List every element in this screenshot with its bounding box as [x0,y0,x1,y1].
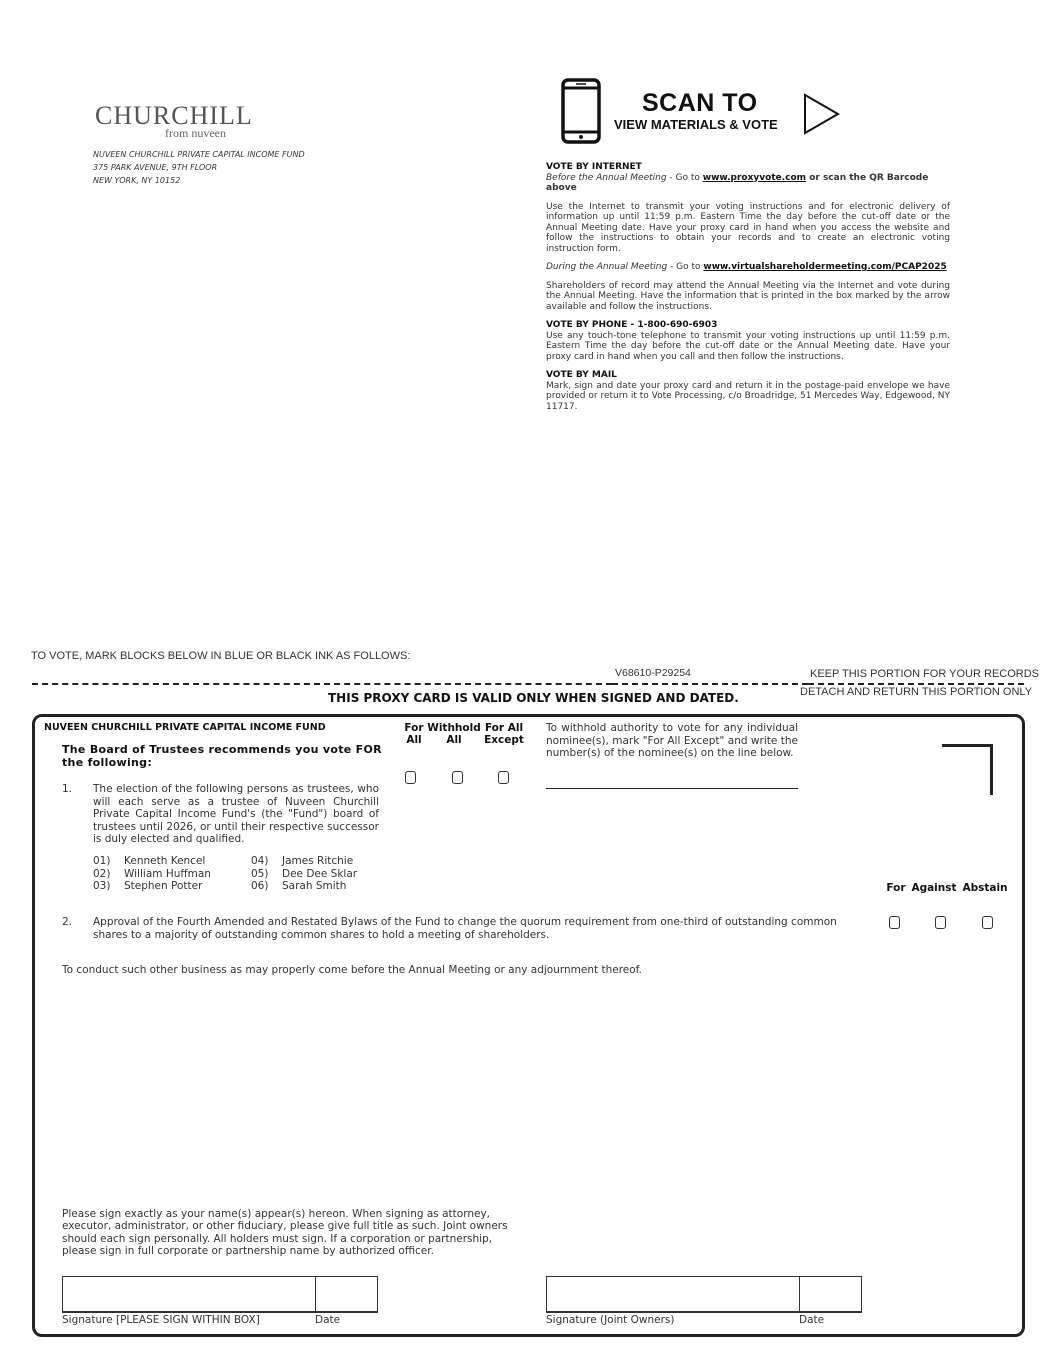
valid-notice: THIS PROXY CARD IS VALID ONLY WHEN SIGNED AND DATED. [328,691,739,705]
goto-text: - Go to [666,172,703,183]
signature-label: Signature [PLEASE SIGN WITHIN BOX] [62,1314,260,1326]
item1-number: 1. [62,783,73,795]
nominee-number: 06) [251,880,269,892]
nominee-name: Kenneth Kencel [124,855,206,867]
col-label: For [404,722,424,734]
nominee-number: 01) [93,855,111,867]
address-line: NUVEEN CHURCHILL PRIVATE CAPITAL INCOME FUND [93,150,305,159]
logo-name: CHURCHILL [95,101,253,130]
nominee [251,868,357,881]
nominee-name: Stephen Potter [124,880,203,892]
withhold-all-checkbox[interactable] [452,771,463,784]
proxyvote-link[interactable]: www.proxyvote.com [702,172,807,183]
item2-abstain-checkbox[interactable] [982,916,993,929]
item1-text: The election of the following persons as trustees, who will each serve as a trustee of Nuveen Churchill Private Capital Income Fund's (the "Fund") board of trustees until 2026, or until their respective successor is duly elected and qualified. [93,783,379,845]
col-label: All [446,734,462,746]
logo-subtitle: from nuveen [165,126,226,140]
keep-portion-text: KEEP THIS PORTION FOR YOUR RECORDS [810,668,1040,680]
arrow-right-icon [802,93,842,139]
nominee-name: William Huffman [124,867,211,880]
virtual-meeting-link[interactable]: www.virtualshareholdermeeting.com/PCAP2025 [703,262,947,272]
joint-date-box[interactable] [799,1276,862,1313]
nominee-exception-line[interactable] [546,788,798,789]
col-for: For [886,882,906,894]
control-code: V68610-P29254 [615,667,691,679]
nominee-number: 03) [93,880,111,892]
nominee [251,855,357,868]
nominee [251,880,357,893]
nominee-number: 04) [251,855,269,867]
qr-text: or scan the QR Barcode above [546,172,929,193]
before-label: Before the Annual Meeting [546,172,667,183]
nominee [93,855,211,868]
mail-text: Mark, sign and date your proxy card and return it in the postage-paid envelope we have provided or return it to Vote Processing, c/o Broadridge, 51 Mercedes Way, Edgewood, NY 11717. [546,380,950,412]
col-for-all-except [482,722,526,746]
ink-instructions: TO VOTE, MARK BLOCKS BELOW IN BLUE OR BLACK INK AS FOLLOWS: [31,650,411,662]
phone-icon [561,78,601,148]
during-label: During the Annual Meeting [546,262,668,272]
col-abstain: Abstain [962,882,1008,894]
detach-line [808,683,1024,685]
col-label: Except [484,734,524,746]
mail-heading: VOTE BY MAIL [546,370,617,380]
return-address [93,148,305,187]
nominee-name: Dee Dee Sklar [282,867,358,880]
detach-portion-text: DETACH AND RETURN THIS PORTION ONLY [800,686,1033,698]
sign-instructions: Please sign exactly as your name(s) appear(s) hereon. When signing as attorney, executor, administrator, or other fiduciary, please give full title as such. Joint owners should each sign personally. All holders must sign. If a corporation or partnership, please sign in full corporate or partnership name by authorized officer. [62,1208,508,1257]
voting-instructions [546,162,950,420]
col-label: All [406,734,422,746]
date-box[interactable] [315,1276,378,1313]
nominee-number: 05) [251,867,269,880]
date-label: Date [315,1314,341,1326]
address-line: 375 PARK AVENUE, 9TH FLOOR [93,163,218,172]
col-withhold-all [427,722,481,746]
phone-text: Use any touch-tone telephone to transmit your voting instructions up until 11:59 p.m. Eastern Time the day before the cut-off date or the Annual Meeting date. Have your proxy card in hand when you call and then follow the instructions. [546,330,950,362]
scan-title: SCAN TO [642,89,758,117]
nominee [93,880,211,893]
joint-date-label: Date [799,1314,825,1326]
internet-heading: VOTE BY INTERNET [546,162,642,172]
card-fund-name: NUVEEN CHURCHILL PRIVATE CAPITAL INCOME FUND [44,722,326,733]
internet-before [546,173,950,194]
detach-line [612,683,808,685]
phone-heading: VOTE BY PHONE - 1-800-690-6903 [546,320,718,330]
scan-subtitle: VIEW MATERIALS & VOTE [614,117,778,132]
detach-line [32,683,612,685]
joint-signature-box[interactable] [546,1276,800,1313]
corner-mark [942,744,993,795]
nominee [93,868,211,881]
goto-text: - Go to [667,262,704,272]
signature-box[interactable] [62,1276,316,1313]
nominees-left [93,855,211,893]
internet-para2: Shareholders of record may attend the Annual Meeting via the Internet and vote during the Annual Meeting. Have the information that is printed in the box marked by the arrow available and follow the instructions. [546,280,950,312]
item2-text: Approval of the Fourth Amended and Restated Bylaws of the Fund to change the quorum requirement from one-third of outstanding common shares to a majority of outstanding common shares to hold a meeting of shareholders. [93,916,837,941]
joint-signature-label: Signature (Joint Owners) [546,1314,675,1326]
nominee-name: Sarah Smith [282,880,347,892]
item2-for-checkbox[interactable] [889,916,900,929]
col-for-all [400,722,428,746]
for-all-except-checkbox[interactable] [498,771,509,784]
other-business: To conduct such other business as may properly come before the Annual Meeting or any adjournment thereof. [62,964,642,976]
nominees-right [251,855,357,893]
board-recommendation: The Board of Trustees recommends you vote FOR the following: [62,743,382,769]
col-against: Against [911,882,957,894]
item2-number: 2. [62,916,73,928]
address-line: NEW YORK, NY 10152 [93,176,181,185]
item2-against-checkbox[interactable] [935,916,946,929]
for-all-checkbox[interactable] [405,771,416,784]
internet-during [546,262,950,273]
col-label: For All [484,722,524,734]
nominee-number: 02) [93,867,111,880]
internet-para1: Use the Internet to transmit your voting instructions and for electronic delivery of information up until 11:59 p.m. Eastern Time the day before the cut-off date or the Annual Meeting date. Have your proxy card in hand when you access the website and follow the instructions to obtain your records and to create an electronic voting instruction form. [546,201,950,254]
col-label: Withhold [427,722,481,734]
withhold-instructions: To withhold authority to vote for any individual nominee(s), mark "For All Except" and write the number(s) of the nominee(s) on the line below. [546,722,798,759]
nominee-name: James Ritchie [282,855,354,867]
